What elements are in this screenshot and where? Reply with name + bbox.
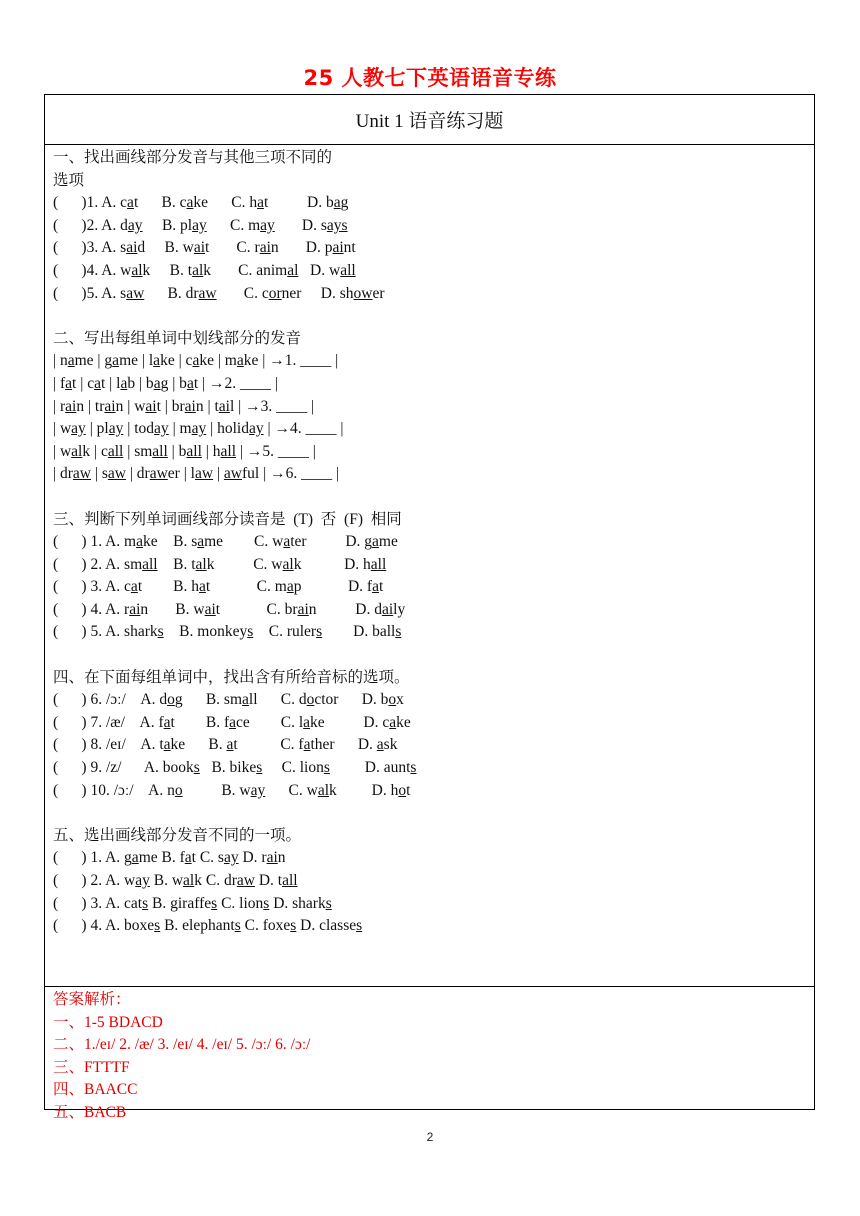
question-text: D. classe	[296, 917, 357, 935]
question-text: B. w	[149, 872, 184, 889]
question-line	[53, 780, 806, 803]
underlined-letters: s	[193, 759, 200, 777]
document-title: 25 人教七下英语语音专练	[303, 66, 557, 90]
question-text: t	[378, 578, 384, 596]
underlined-letters: a	[186, 194, 194, 212]
question-text: g | b	[160, 374, 187, 392]
answer-heading: 答案解析：	[53, 991, 131, 1008]
underlined-letters: a	[120, 374, 128, 392]
question-text: ce C. l	[236, 713, 304, 731]
underlined-letters: a	[197, 533, 205, 551]
question-line	[53, 463, 806, 486]
underlined-letters: ai	[259, 239, 271, 257]
underlined-letters: a	[136, 533, 143, 551]
question-text: | tod	[123, 420, 155, 438]
underlined-letters: a	[186, 374, 194, 392]
question-text: ( ) 3. A. cat	[53, 894, 143, 912]
underlined-letters: ai	[297, 600, 309, 618]
question-line	[53, 283, 806, 306]
question-text: ly	[393, 600, 406, 618]
question-text: D. s	[274, 216, 327, 234]
question-text: | →5. ____ |	[236, 442, 316, 460]
underlined-letters: al	[71, 442, 83, 460]
exercise-section	[53, 825, 806, 938]
question-text: er	[372, 284, 385, 302]
underlined-letters: ai	[145, 397, 157, 415]
underlined-letters: ay	[192, 216, 207, 234]
question-text: ther D.	[310, 736, 377, 754]
underlined-letters: al	[131, 261, 143, 279]
question-text: C. w	[265, 781, 318, 799]
question-text: ( )1. A. c	[53, 194, 128, 212]
question-text: | →4. ____ |	[263, 420, 344, 438]
question-text: x	[396, 691, 404, 709]
underlined-letters: ai	[193, 239, 205, 257]
underlined-letters: o	[306, 691, 315, 709]
question-line	[53, 576, 806, 599]
question-text: ( ) 3. A. c	[53, 578, 131, 596]
question-line	[53, 373, 806, 396]
answer-line: 二、1./eɪ/ 2. /æ/ 3. /eɪ/ 4. /eɪ/ 5. /ɔː/ 6. /ɔː/	[53, 1036, 311, 1054]
question-text: ctor D. b	[314, 691, 389, 709]
question-text: n	[277, 849, 286, 867]
underlined-letters: a	[112, 352, 120, 370]
underlined-letters: ays	[326, 216, 348, 234]
underlined-letters: a	[283, 533, 291, 551]
question-text: | dr	[53, 465, 73, 483]
question-text: p D. f	[293, 578, 373, 596]
underlined-letters: all	[370, 555, 387, 573]
section-spacer	[53, 305, 806, 328]
question-text: D. t	[254, 872, 283, 889]
question-text: | n	[53, 352, 68, 370]
question-text: C. lion	[262, 759, 324, 777]
question-text: g B. sm	[174, 691, 243, 709]
question-line	[53, 847, 806, 870]
underlined-letters: a	[226, 736, 234, 754]
question-text: me B. f	[138, 849, 185, 867]
question-text: ( ) 5. A. shark	[53, 623, 158, 641]
section-heading: 二、写出每组单词中划线部分的发音	[53, 329, 302, 347]
question-line	[53, 350, 806, 373]
question-text: ner D. sh	[281, 284, 354, 302]
question-text: t | l	[100, 374, 121, 392]
underlined-letters: aw	[236, 872, 255, 889]
underlined-letters: ay	[135, 872, 150, 889]
question-line	[53, 915, 806, 938]
question-text: t C. r	[205, 239, 260, 257]
question-text: n D. d	[308, 600, 382, 618]
underlined-letters: al	[317, 781, 330, 799]
question-line	[53, 260, 806, 283]
question-text: B. giraffe	[148, 894, 212, 912]
underlined-letters: a	[303, 713, 311, 731]
page-number: 2	[426, 1130, 434, 1144]
question-line	[53, 418, 806, 441]
question-text: ( ) 7. /æ/ A. f	[53, 713, 164, 731]
underlined-letters: all	[340, 261, 356, 279]
worksheet-table	[44, 94, 815, 1121]
question-text: | r	[53, 397, 66, 415]
question-text: t | c	[72, 374, 95, 392]
question-text: B. dr	[144, 284, 199, 302]
exercise-section	[53, 509, 806, 645]
question-text: t	[406, 781, 411, 799]
question-text: |	[213, 465, 224, 483]
question-text: D. aunt	[329, 759, 411, 777]
question-line	[53, 621, 806, 644]
question-text: ke C. h	[193, 194, 258, 212]
underlined-letters: aw	[149, 465, 168, 483]
underlined-letters: ai	[126, 239, 138, 257]
unit-title-row	[45, 95, 814, 145]
question-text: D. shark	[269, 894, 326, 912]
question-text: | pl	[85, 420, 109, 438]
question-text: ( )3. A. s	[53, 239, 127, 257]
underlined-letters: all	[152, 442, 168, 460]
question-text: ( ) 2. A. w	[53, 872, 136, 889]
underlined-letters: o	[388, 691, 397, 709]
question-line	[53, 192, 806, 215]
question-line	[53, 215, 806, 238]
question-text: ke | →1. ____ |	[243, 352, 339, 370]
underlined-letters: ow	[353, 284, 373, 302]
exercise-cell	[45, 145, 814, 987]
question-text: C. lion	[217, 894, 264, 912]
underlined-letters: all	[107, 442, 124, 460]
question-text: g	[340, 194, 349, 212]
underlined-letters: aw	[194, 465, 214, 483]
question-text: | s	[90, 465, 108, 483]
exercise-section	[53, 667, 806, 803]
question-text: me | l	[119, 352, 154, 370]
answer-line: 五、BACB	[53, 1103, 127, 1121]
underlined-letters: ai	[129, 600, 141, 618]
question-text: k C. anim	[203, 261, 288, 279]
question-text: t B. c	[133, 194, 187, 212]
underlined-letters: ay	[191, 420, 207, 438]
underlined-letters: s	[154, 917, 161, 935]
question-line	[53, 396, 806, 419]
underlined-letters: a	[127, 194, 134, 212]
exercise-section	[53, 147, 806, 305]
question-text: C. foxe	[240, 917, 291, 935]
question-text: b | b	[127, 374, 154, 392]
question-text: B. monkey	[163, 623, 248, 641]
question-text: k C. w	[206, 555, 283, 573]
underlined-letters: ay	[260, 216, 275, 234]
underlined-letters: s	[290, 917, 297, 935]
question-line	[53, 237, 806, 260]
answer-line: 三、FTTTF	[53, 1058, 130, 1076]
underlined-letters: o	[398, 781, 407, 799]
underlined-letters: ay	[108, 420, 124, 438]
underlined-letters: al	[183, 872, 195, 889]
question-text: | b	[167, 442, 187, 460]
question-text: ( ) 4. A. boxe	[53, 917, 155, 935]
question-text: ke B. s	[142, 533, 198, 551]
answer-line: 四、BAACC	[53, 1081, 138, 1099]
underlined-letters: ai	[184, 397, 196, 415]
question-line	[53, 441, 806, 464]
underlined-letters: s	[325, 894, 332, 912]
question-text: k D. h	[329, 781, 399, 799]
underlined-letters: aw	[107, 465, 126, 483]
underlined-letters: s	[356, 917, 363, 935]
answer-cell	[45, 987, 814, 1125]
question-line	[53, 531, 806, 554]
section-spacer	[53, 644, 806, 667]
underlined-letters: ay	[250, 781, 266, 799]
question-text: k D. h	[293, 555, 371, 573]
question-text: n | w	[115, 397, 146, 415]
question-text: er | l	[167, 465, 195, 483]
underlined-letters: or	[268, 284, 282, 302]
question-text: t D. b	[263, 194, 334, 212]
question-text: | w	[53, 420, 72, 438]
underlined-letters: s	[256, 759, 263, 777]
question-text: ( ) 4. A. r	[53, 600, 130, 618]
question-text: nt	[343, 239, 356, 257]
underlined-letters: a	[67, 352, 75, 370]
question-text: t C. m	[205, 578, 287, 596]
question-text: ful | →6. ____ |	[242, 465, 340, 483]
question-line	[53, 712, 806, 735]
underlined-letters: ai	[266, 849, 278, 867]
underlined-letters: a	[372, 533, 379, 551]
underlined-letters: ai	[65, 397, 77, 415]
underlined-letters: a	[372, 578, 379, 596]
question-line	[53, 599, 806, 622]
underlined-letters: al	[195, 555, 207, 573]
underlined-letters: a	[131, 849, 139, 867]
question-text: ke	[396, 713, 411, 731]
underlined-letters: a	[303, 736, 311, 754]
section-heading: 三、判断下列单词画线部分读音是 (T) 否 (F) 相同	[53, 510, 402, 528]
section-heading: 五、选出画线部分发音不同的一项。	[53, 826, 302, 844]
underlined-letters: o	[167, 691, 175, 709]
underlined-letters: aw	[72, 465, 91, 483]
question-text: ( )5. A. s	[53, 284, 127, 302]
underlined-letters: a	[242, 691, 249, 709]
question-text: | m	[168, 420, 192, 438]
underlined-letters: a	[94, 374, 101, 392]
underlined-letters: s	[157, 623, 164, 641]
underlined-letters: all	[142, 555, 158, 573]
underlined-letters: ay	[248, 420, 264, 438]
question-text: ( ) 2. A. sm	[53, 555, 143, 573]
question-text: | f	[53, 374, 66, 392]
question-text: ( ) 6. /ɔː/ A. d	[53, 691, 168, 709]
underlined-letters: ay	[71, 420, 86, 438]
question-text: B. elephant	[160, 917, 235, 935]
question-line	[53, 554, 806, 577]
question-text: t C. br	[215, 600, 298, 618]
question-text: C. ruler	[253, 623, 317, 641]
question-text: n B. w	[140, 600, 205, 618]
question-text: | h	[201, 442, 221, 460]
underlined-letters: s	[247, 623, 254, 641]
underlined-letters: s	[234, 917, 241, 935]
question-text: sk	[383, 736, 398, 754]
underlined-letters: all	[186, 442, 202, 460]
underlined-letters: a	[163, 736, 171, 754]
question-text: | w	[53, 442, 72, 460]
question-text: t | br	[156, 397, 185, 415]
question-line	[53, 893, 806, 916]
question-line	[53, 689, 806, 712]
underlined-letters: aw	[223, 465, 242, 483]
underlined-letters: a	[153, 352, 161, 370]
question-text: C. m	[206, 216, 261, 234]
question-text: ke | c	[160, 352, 193, 370]
underlined-letters: s	[395, 623, 402, 641]
underlined-letters: ay	[127, 216, 143, 234]
section-heading: 选项	[53, 171, 85, 189]
question-text: n D. p	[270, 239, 333, 257]
question-text: t B. f	[170, 713, 230, 731]
section-heading: 一、找出画线部分发音与其他三项不同的	[53, 149, 333, 166]
question-text: me | g	[74, 352, 113, 370]
underlined-letters: a	[153, 374, 161, 392]
underlined-letters: s	[263, 894, 270, 912]
underlined-letters: a	[229, 713, 236, 731]
underlined-letters: ai	[218, 397, 230, 415]
question-text: D. ball	[322, 623, 396, 641]
question-line	[53, 870, 806, 893]
underlined-letters: s	[211, 894, 218, 912]
question-text: me	[378, 533, 398, 551]
underlined-letters: all	[282, 872, 298, 889]
question-line	[53, 734, 806, 757]
question-text: ( ) 10. /ɔː/ A. n	[53, 781, 175, 799]
underlined-letters: all	[220, 442, 237, 460]
question-text: t B. h	[137, 578, 199, 596]
question-text: ( )4. A. w	[53, 261, 132, 279]
question-text: | sm	[123, 442, 153, 460]
question-text: k B. t	[142, 261, 193, 279]
question-text: me C. w	[204, 533, 284, 551]
question-line	[53, 757, 806, 780]
underlined-letters: al	[192, 261, 204, 279]
underlined-letters: ai	[381, 600, 394, 618]
question-text: B. bike	[199, 759, 257, 777]
question-text: | holid	[206, 420, 249, 438]
underlined-letters: aw	[126, 284, 145, 302]
question-text: t C. s	[191, 849, 224, 867]
underlined-letters: a	[236, 352, 244, 370]
question-text: ( ) 9. /z/ A. book	[53, 759, 194, 777]
underlined-letters: a	[333, 194, 341, 212]
question-text: ( ) 8. /eɪ/ A. t	[53, 736, 164, 754]
underlined-letters: al	[282, 555, 294, 573]
question-text: d B. w	[137, 239, 194, 257]
underlined-letters: a	[192, 352, 200, 370]
question-text: ( ) 1. A. m	[53, 533, 137, 551]
underlined-letters: a	[389, 713, 397, 731]
question-text: B. t	[157, 555, 196, 573]
underlined-letters: al	[287, 261, 299, 279]
question-text: D. w	[298, 261, 341, 279]
underlined-letters: ai	[104, 397, 116, 415]
underlined-letters: a	[65, 374, 73, 392]
underlined-letters: ay	[223, 849, 239, 867]
question-text: B. pl	[142, 216, 193, 234]
question-text: ke | m	[199, 352, 237, 370]
question-text: n | tr	[76, 397, 105, 415]
question-text: D. r	[238, 849, 267, 867]
underlined-letters: ai	[204, 600, 216, 618]
question-text: t | →2. ____ |	[193, 374, 278, 392]
section-heading: 四、在下面每组单词中，找出含有所给音标的选项。	[53, 668, 410, 686]
underlined-letters: ay	[154, 420, 169, 438]
answer-line: 一、1-5 BDACD	[53, 1013, 163, 1031]
underlined-letters: a	[198, 578, 206, 596]
question-text: k | c	[82, 442, 108, 460]
underlined-letters: a	[163, 713, 171, 731]
underlined-letters: a	[286, 578, 294, 596]
underlined-letters: s	[142, 894, 149, 912]
underlined-letters: a	[257, 194, 264, 212]
section-spacer	[53, 802, 806, 825]
question-text: ( ) 1. A. g	[53, 849, 132, 867]
underlined-letters: a	[184, 849, 192, 867]
unit-title: Unit 1 语音练习题	[355, 111, 504, 132]
question-text: n | t	[195, 397, 219, 415]
question-text: C. c	[216, 284, 269, 302]
exercise-section	[53, 328, 806, 486]
question-text: l | →3. ____ |	[229, 397, 315, 415]
underlined-letters: aw	[198, 284, 217, 302]
underlined-letters: a	[376, 736, 384, 754]
underlined-letters: o	[174, 781, 183, 799]
question-text: ter D. g	[290, 533, 373, 551]
question-text: ( )2. A. d	[53, 216, 128, 234]
underlined-letters: ai	[332, 239, 344, 257]
question-text: | dr	[125, 465, 150, 483]
question-text: B. w	[182, 781, 251, 799]
section-spacer	[53, 486, 806, 509]
underlined-letters: s	[323, 759, 330, 777]
question-text: ke D. c	[310, 713, 390, 731]
question-text: t C. f	[233, 736, 304, 754]
question-text: ke B.	[170, 736, 227, 754]
underlined-letters: s	[316, 623, 323, 641]
question-text: k C. dr	[194, 872, 237, 889]
underlined-letters: s	[410, 759, 417, 777]
question-text: ll C. d	[248, 691, 307, 709]
underlined-letters: a	[130, 578, 138, 596]
